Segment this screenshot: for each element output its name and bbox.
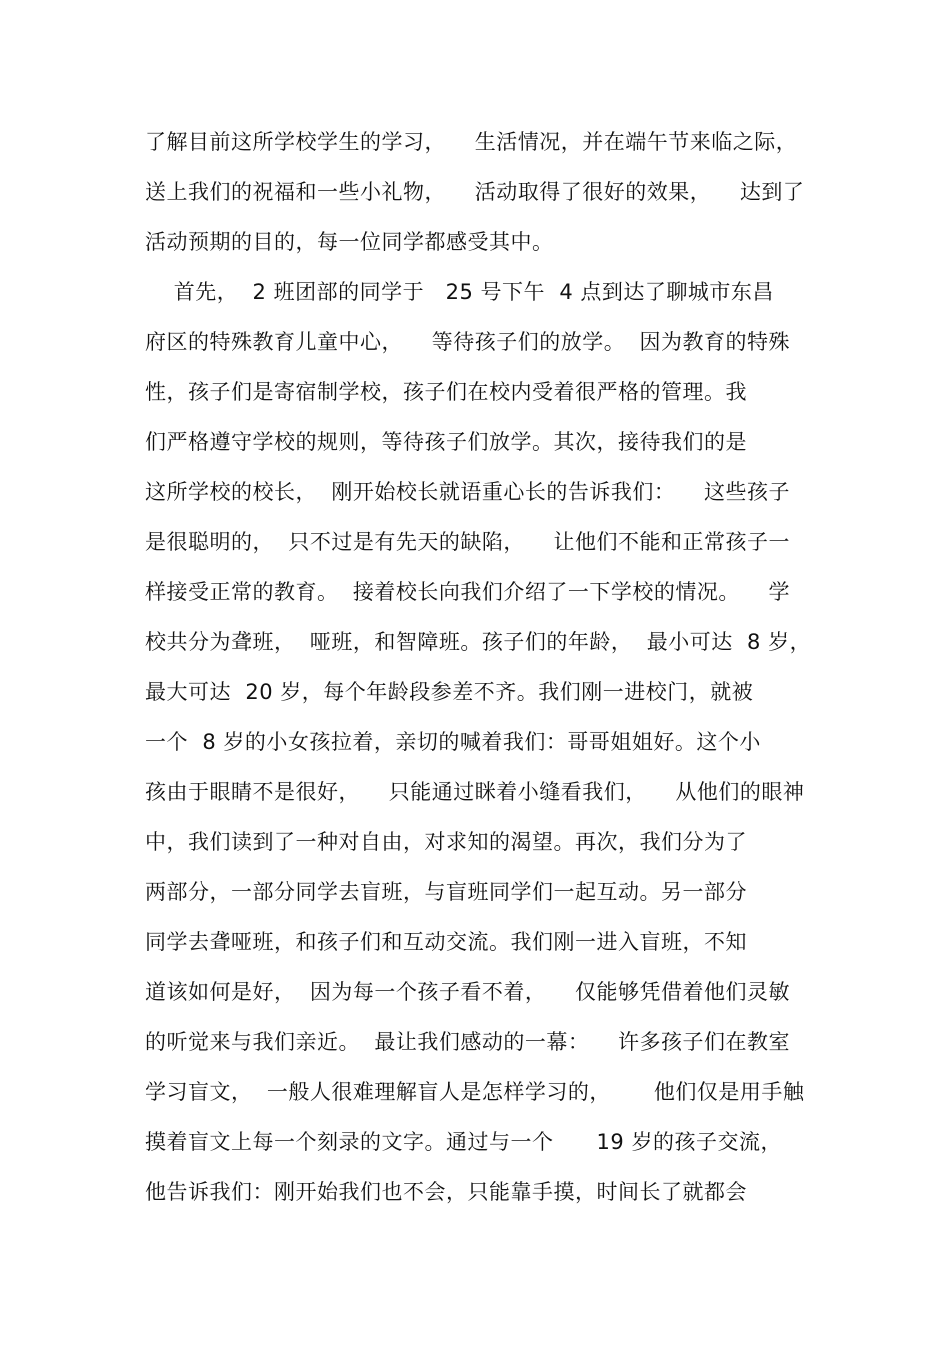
text-line: 了解目前这所学校学生的学习， 生活情况，并在端午节来临之际， xyxy=(145,130,798,154)
text-line: 一个 8 岁的小女孩拉着，亲切的喊着我们：哥哥姐姐好。这个小 xyxy=(145,730,761,754)
text-line: 道该如何是好， 因为每一个孩子看不着， 仅能够凭借着他们灵敏 xyxy=(145,980,791,1004)
text-line: 这所学校的校长， 刚开始校长就语重心长的告诉我们： 这些孩子 xyxy=(145,480,791,504)
text-line: 们严格遵守学校的规则，等待孩子们放学。其次，接待我们的是 xyxy=(145,430,747,454)
text-line: 两部分，一部分同学去盲班，与盲班同学们一起互动。另一部分 xyxy=(145,880,747,904)
text-line: 最大可达 20 岁，每个年龄段参差不齐。我们刚一进校门，就被 xyxy=(145,680,754,704)
text-line: 府区的特殊教育儿童中心， 等待孩子们的放学。 因为教育的特殊 xyxy=(145,330,791,354)
body-text xyxy=(145,117,845,1217)
text-line: 孩由于眼睛不是很好， 只能通过眯着小缝看我们， 从他们的眼神 xyxy=(145,780,805,804)
text-line: 样接受正常的教育。 接着校长向我们介绍了一下学校的情况。 学 xyxy=(145,580,791,604)
text-line: 是很聪明的， 只不过是有先天的缺陷， 让他们不能和正常孩子一 xyxy=(145,530,791,554)
text-line: 校共分为聋班， 哑班，和智障班。孩子们的年龄， 最小可达 8 岁， xyxy=(145,630,812,654)
text-line: 性，孩子们是寄宿制学校，孩子们在校内受着很严格的管理。我 xyxy=(145,380,747,404)
text-line: 首先， 2 班团部的同学于 25 号下午 4 点到达了聊城市东昌 xyxy=(145,280,774,304)
text-line: 活动预期的目的，每一位同学都感受其中。 xyxy=(145,230,554,254)
text-line: 摸着盲文上每一个刻录的文字。通过与一个 19 岁的孩子交流， xyxy=(145,1130,782,1154)
text-line: 送上我们的祝福和一些小礼物， 活动取得了很好的效果， 达到了 xyxy=(145,180,805,204)
text-line: 学习盲文， 一般人很难理解盲人是怎样学习的， 他们仅是用手触 xyxy=(145,1080,805,1104)
text-line: 他告诉我们：刚开始我们也不会，只能靠手摸，时间长了就都会 xyxy=(145,1180,747,1204)
text-line: 中，我们读到了一种对自由，对求知的渴望。再次，我们分为了 xyxy=(145,830,747,854)
text-line: 同学去聋哑班，和孩子们和互动交流。我们刚一进入盲班，不知 xyxy=(145,930,747,954)
text-line: 的听觉来与我们亲近。 最让我们感动的一幕： 许多孩子们在教室 xyxy=(145,1030,791,1054)
